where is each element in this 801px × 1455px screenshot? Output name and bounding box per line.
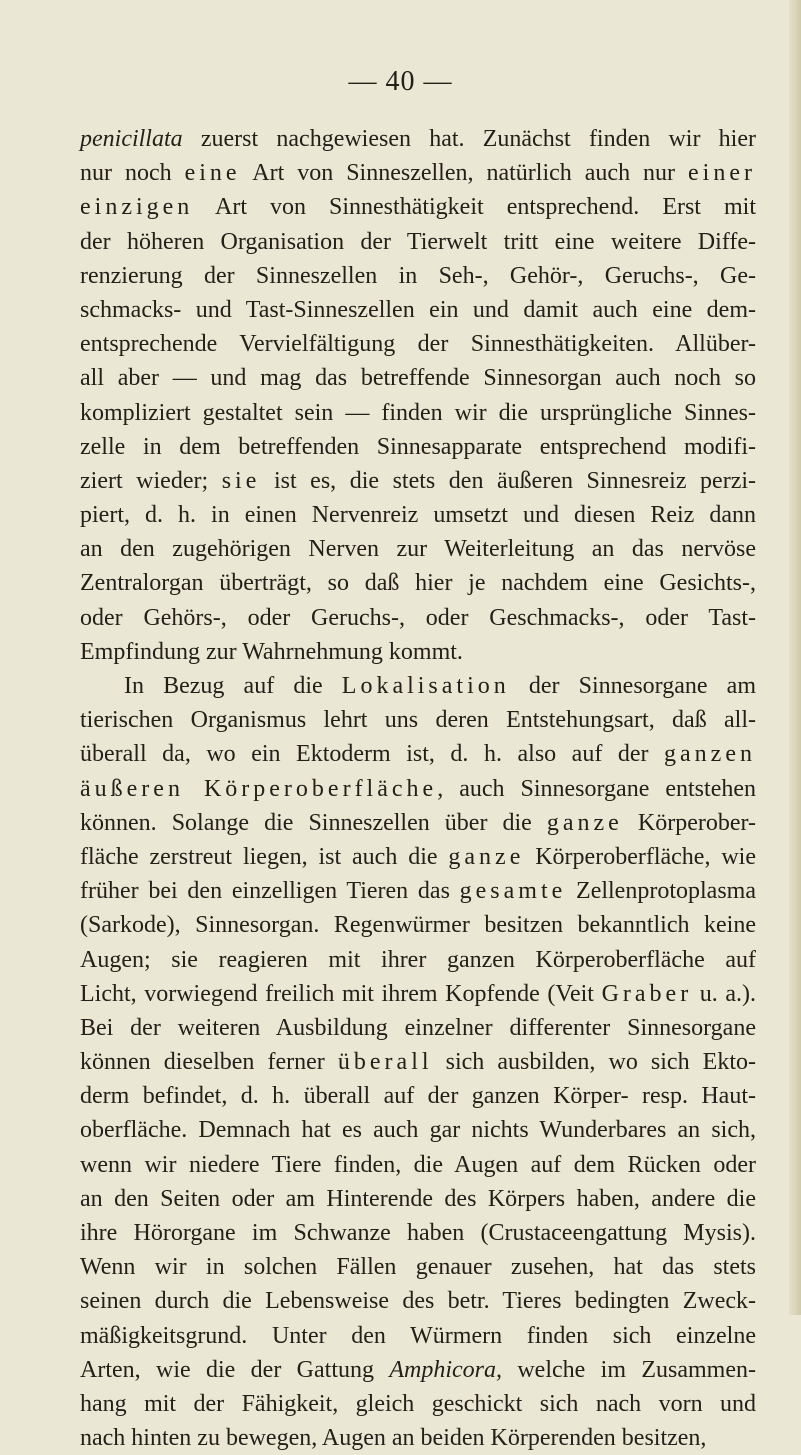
- text-run: der höheren Organisation der Tierwelt tritt eine weitere Diffe-: [80, 228, 756, 255]
- text-run: Körperober-: [622, 809, 757, 836]
- text-line: [80, 1148, 756, 1182]
- text-run: Art von Sinneszellen, natürlich auch nur: [240, 160, 689, 187]
- text-run: , auch Sinnesorgane entstehen: [437, 775, 756, 802]
- text-run: an den Seiten oder am Hinterende des Körpers haben, andere die: [80, 1185, 756, 1212]
- text-line: [80, 156, 756, 190]
- text-run: oberfläche. Demnach hat es auch gar nichts Wunderbares an sich,: [80, 1117, 756, 1144]
- text-line: [80, 601, 756, 635]
- text-line: [80, 1387, 756, 1421]
- text-run: hang mit der Fähigkeit, gleich geschickt sich nach vorn und: [80, 1390, 756, 1417]
- text-line: [80, 840, 756, 874]
- spaced-emphasis-text: ganze: [546, 809, 623, 836]
- text-line: [80, 1421, 756, 1455]
- text-run: Licht, vorwiegend freilich mit ihrem Kopfende (Veit: [80, 980, 602, 1007]
- text-run: Körperoberfläche, wie: [524, 843, 756, 870]
- text-run: In Bezug auf die: [124, 673, 342, 699]
- italic-text: penicillata: [80, 126, 183, 152]
- text-run: ist es, die stets den äußeren Sinnesreiz perzi-: [260, 467, 757, 494]
- text-run: an den zugehörigen Nerven zur Weiterleitung an das nervöse: [80, 536, 756, 563]
- text-line: [80, 635, 756, 669]
- text-run: zelle in dem betreffenden Sinnesapparate entsprechend modifi-: [80, 433, 756, 460]
- text-line: [80, 396, 756, 430]
- text-line: [80, 1182, 756, 1216]
- spaced-emphasis-text: ganze: [448, 843, 525, 870]
- paragraph: [80, 122, 756, 669]
- text-line: [80, 1079, 756, 1113]
- text-run: nach hinten zu bewegen, Augen an beiden Körperenden besitzen,: [80, 1425, 707, 1452]
- text-line: [80, 327, 756, 361]
- spaced-emphasis-text: sie: [221, 467, 261, 494]
- page-edge: [789, 0, 801, 1315]
- spaced-emphasis-text: äußeren Körperoberfläche: [80, 775, 438, 802]
- spaced-emphasis-text: eine: [184, 160, 241, 187]
- text-run: Arten, wie die der Gattung: [80, 1356, 390, 1383]
- text-line: [80, 122, 756, 156]
- text-line: [80, 293, 756, 327]
- text-run: können dieselben ferner: [80, 1049, 338, 1076]
- text-run: derm befindet, d. h. überall auf der ganzen Körper- resp. Haut-: [80, 1083, 756, 1110]
- text-line: [80, 430, 756, 464]
- text-line: [80, 1250, 756, 1284]
- text-run: sich ausbilden, wo sich Ekto-: [432, 1049, 757, 1076]
- text-line: [80, 361, 756, 395]
- text-line: [80, 977, 756, 1011]
- text-line: [80, 703, 756, 737]
- spaced-emphasis-text: Lokalisation: [341, 673, 510, 699]
- text-run: nur noch: [80, 160, 185, 187]
- text-line: [80, 498, 756, 532]
- text-run: fläche zerstreut liegen, ist auch die: [80, 843, 449, 870]
- text-run: u. a.).: [692, 980, 756, 1007]
- text-run: all aber — und mag das betreffende Sinnesorgan auch noch so: [80, 365, 756, 392]
- text-line: [80, 1284, 756, 1318]
- text-run: schmacks- und Tast-Sinneszellen ein und damit auch eine dem-: [80, 296, 756, 323]
- text-run: ziert wieder;: [80, 467, 222, 494]
- text-run: der Sinnesorgane am: [509, 673, 756, 699]
- text-run: kompliziert gestaltet sein — finden wir die ursprüngliche Sinnes-: [80, 399, 756, 426]
- text-run: welche im Zusammen-: [502, 1356, 756, 1383]
- text-run: Zellenprotoplasma: [566, 878, 756, 905]
- text-line: [80, 737, 756, 771]
- italic-text: Amphicora,: [389, 1356, 502, 1383]
- text-run: Augen; sie reagieren mit ihrer ganzen Körperoberfläche auf: [80, 946, 756, 973]
- text-line: [80, 806, 756, 840]
- spaced-emphasis-text: überall: [337, 1049, 433, 1076]
- text-run: oder Gehörs-, oder Geruchs-, oder Geschmacks-, oder Tast-: [80, 604, 756, 631]
- text-run: Art von Sinnesthätigkeit entsprechend. Erst mit: [193, 194, 756, 221]
- text-line: [80, 190, 756, 224]
- text-run: können. Solange die Sinneszellen über die: [80, 809, 547, 836]
- text-run: Bei der weiteren Ausbildung einzelner differenter Sinnesorgane: [80, 1014, 756, 1041]
- text-line: [80, 1319, 756, 1353]
- text-run: seinen durch die Lebensweise des betr. Tieres bedingten Zweck-: [80, 1288, 756, 1315]
- text-run: ihre Hörorgane im Schwanze haben (Crustaceengattung Mysis).: [80, 1220, 756, 1246]
- text-line: [80, 1113, 756, 1147]
- text-run: Zentralorgan überträgt, so daß hier je nachdem eine Gesichts-,: [80, 570, 756, 597]
- text-run: tierischen Organismus lehrt uns deren Entstehungsart, daß all-: [80, 707, 756, 734]
- text-line: [80, 1011, 756, 1045]
- text-run: mäßigkeitsgrund. Unter den Würmern finden sich einzelne: [80, 1322, 756, 1349]
- spaced-emphasis-text: ganzen: [664, 741, 756, 768]
- text-run: Empfindung zur Wahrnehmung kommt.: [80, 638, 463, 665]
- spaced-emphasis-text: einer: [688, 160, 756, 187]
- text-line: [80, 1216, 756, 1250]
- spaced-emphasis-text: Graber: [601, 980, 693, 1007]
- text-line: [80, 908, 756, 942]
- text-line: [80, 772, 756, 806]
- text-line: [80, 259, 756, 293]
- text-line: [80, 1353, 756, 1387]
- text-line: [80, 874, 756, 908]
- paragraph: [80, 669, 756, 1455]
- body-text: [80, 122, 756, 1455]
- text-run: piert, d. h. in einen Nervenreiz umsetzt und diesen Reiz dann: [80, 502, 756, 529]
- text-run: wenn wir niedere Tiere finden, die Augen auf dem Rücken oder: [80, 1151, 756, 1178]
- text-run: zuerst nachgewiesen hat. Zunächst finden wir hier: [182, 126, 756, 152]
- spaced-emphasis-text: gesamte: [459, 878, 567, 905]
- spaced-emphasis-text: einzigen: [80, 194, 194, 221]
- text-run: (Sarkode), Sinnesorgan. Regenwürmer besitzen bekanntlich keine: [80, 912, 756, 939]
- text-run: renzierung der Sinneszellen in Seh-, Gehör-, Geruchs-, Ge-: [80, 262, 756, 289]
- text-run: Wenn wir in solchen Fällen genauer zusehen, hat das stets: [80, 1254, 756, 1281]
- text-run: entsprechende Vervielfältigung der Sinnesthätigkeiten. Allüber-: [80, 331, 756, 358]
- text-line: [80, 225, 756, 259]
- text-run: überall da, wo ein Ektoderm ist, d. h. also auf der: [80, 741, 665, 768]
- text-line: [80, 1045, 756, 1079]
- text-line: [80, 532, 756, 566]
- text-line: [80, 943, 756, 977]
- text-line: [80, 669, 756, 703]
- page-number: — 40 —: [348, 66, 453, 97]
- text-line: [80, 566, 756, 600]
- text-run: früher bei den einzelligen Tieren das: [80, 878, 460, 905]
- text-line: [80, 464, 756, 498]
